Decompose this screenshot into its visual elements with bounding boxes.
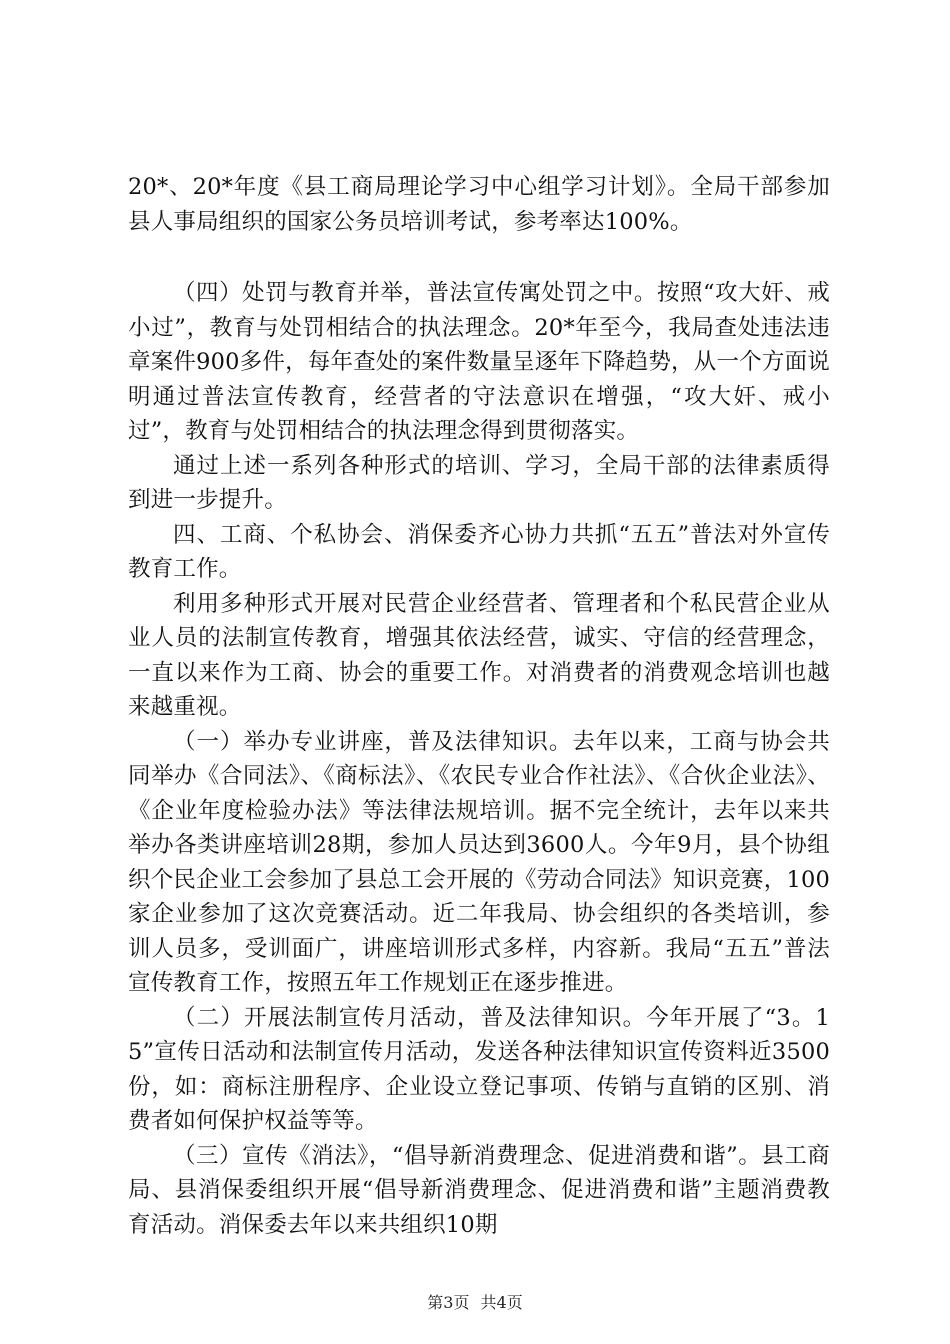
paragraph-intro: 利用多种形式开展对民营企业经营者、管理者和个私民营企业从业人员的法制宣传教育，增强其依法经营，诚实、守信的经营理念，一直以来作为工商、协会的重要工作。对消费者的消费观念培训也越来越重视。 <box>128 590 830 720</box>
page-footer <box>0 1293 950 1313</box>
paragraph-item-3-consumer-law: （三）宣传《消法》，“倡导新消费理念、促进消费和谐”。县工商局、县消保委组织开展“倡导新消费理念、促进消费和谐”主题消费教育活动。消保委去年以来共组织10期 <box>128 1142 830 1238</box>
paragraph-spacer <box>128 239 830 276</box>
paragraph-section-4-penalty-education: （四）处罚与教育并举，普法宣传寓处罚之中。按照“攻大奸、戒小过”，教育与处罚相结合的执法理念。20*年至今，我局查处违法违章案件900多件，每年查处的案件数量呈逐年下降趋势，从一个方面说明通过普法宣传教育，经营者的守法意识在增强，“攻大奸、戒小过”，教育与处罚相结合的执法理念得到贯彻落实。 <box>128 280 830 444</box>
section-heading-4: 四、工商、个私协会、消保委齐心协力共抓“五五”普法对外宣传教育工作。 <box>128 521 830 582</box>
paragraph-item-2-legal-month: （二）开展法制宣传月活动，普及法律知识。今年开展了“3。15”宣传日活动和法制宣传月活动，发送各种法律知识宣传资料近3500份，如：商标注册程序、企业设立登记事项、传销与直销的区别、消费者如何保护权益等等。 <box>128 1004 830 1134</box>
paragraph-summary: 通过上述一系列各种形式的培训、学习，全局干部的法律素质得到进一步提升。 <box>128 452 830 513</box>
document-body <box>128 170 830 1242</box>
paragraph-item-1-lectures: （一）举办专业讲座，普及法律知识。去年以来，工商与协会共同举办《合同法》、《商标法》、《农民专业合作社法》、《合伙企业法》、《企业年度检验办法》等法律法规培训。据不完全统计，去年以来共举办各类讲座培训28期，参加人员达到3600人。今年9月，县个协组织个民企业工会参加了县总工会开展的《劳动合同法》知识竞赛，100家企业参加了这次竞赛活动。近二年我局、协会组织的各类培训，参训人员多，受训面广，讲座培训形式多样，内容新。我局“五五”普法宣传教育工作，按照五年工作规划正在逐步推进。 <box>128 728 830 996</box>
page-total: 共4页 <box>480 1293 523 1312</box>
page-number: 第3页 <box>427 1293 470 1312</box>
paragraph-continuation: 20*、20*年度《县工商局理论学习中心组学习计划》。全局干部参加县人事局组织的国家公务员培训考试，参考率达100%。 <box>128 174 830 235</box>
